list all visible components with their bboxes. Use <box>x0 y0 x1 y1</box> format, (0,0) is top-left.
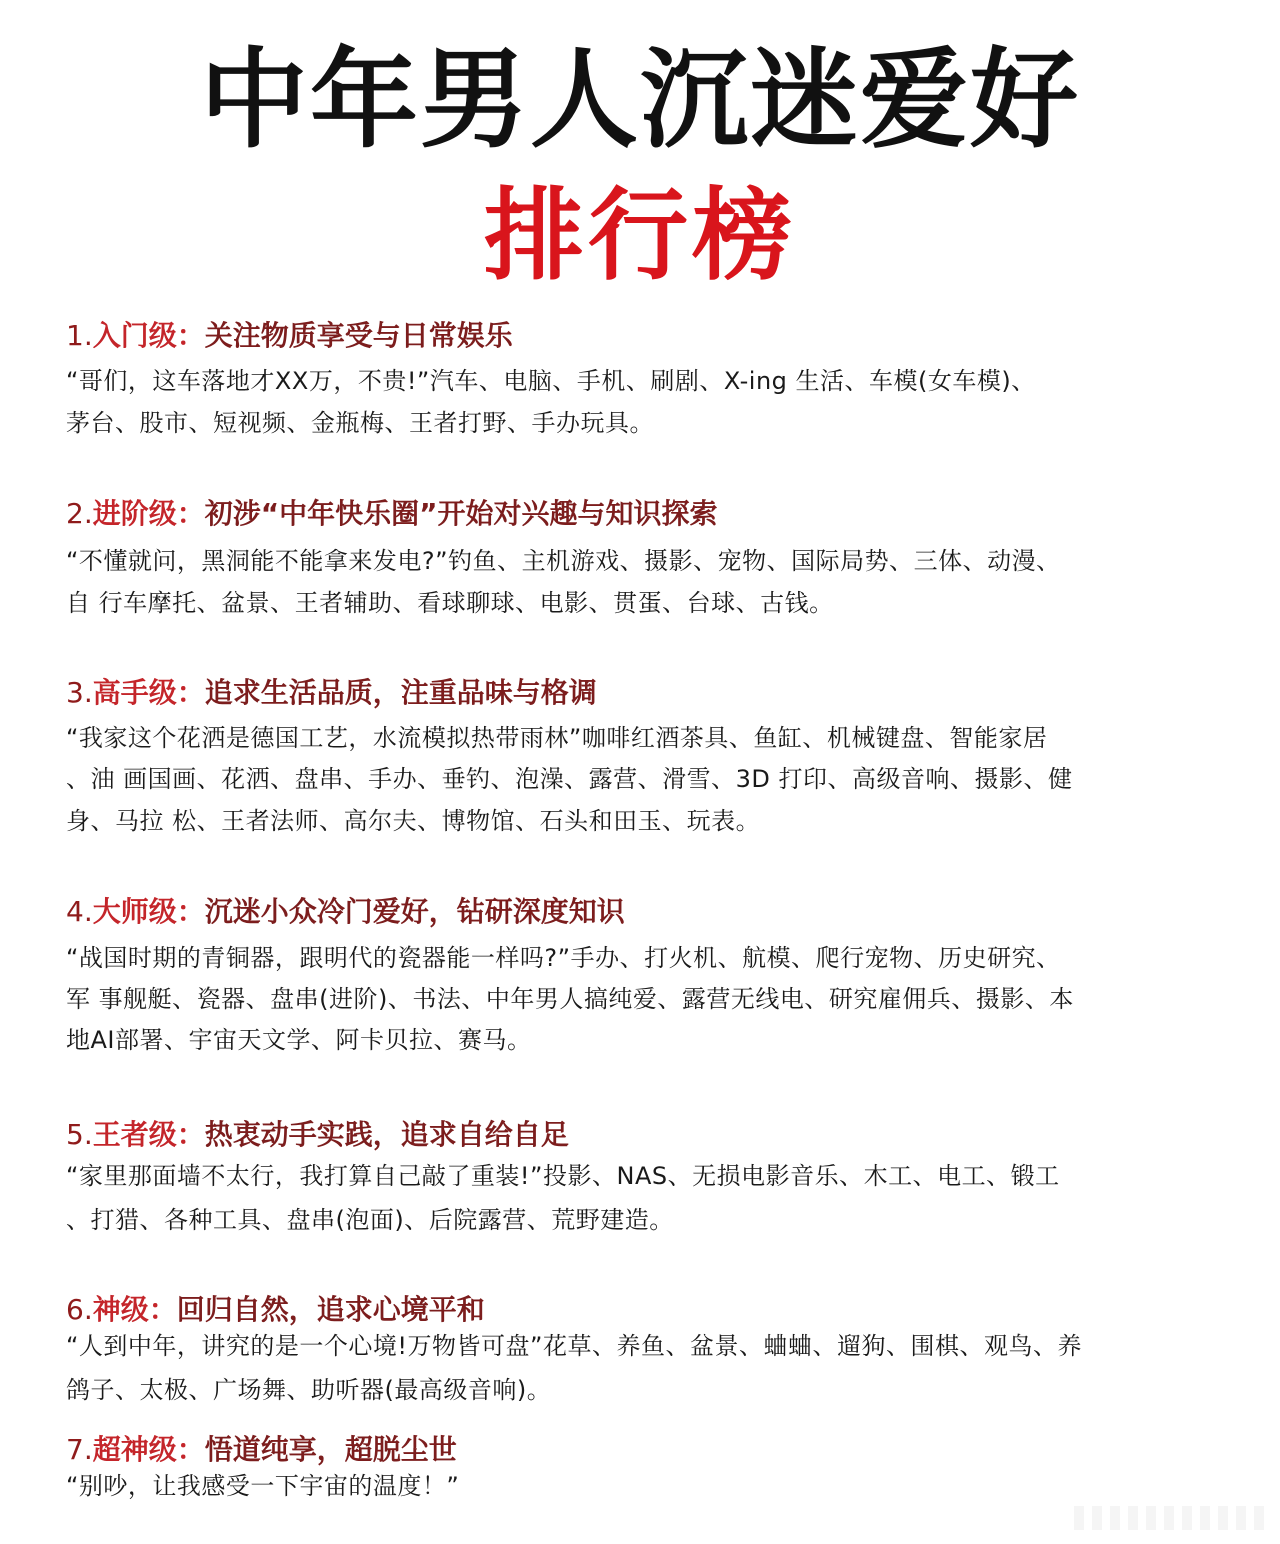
subtitle: 排行榜 <box>484 177 796 294</box>
section-level: 高手级： <box>92 676 205 709</box>
section-heading <box>66 892 1256 932</box>
section-body-line: 身、马拉 松、王者法师、高尔夫、博物馆、石头和田玉、玩表。 <box>66 807 761 835</box>
section-body-line: “别吵，让我感受一下宇宙的温度！” <box>66 1472 460 1500</box>
section-heading <box>66 494 1256 534</box>
section-number: 6. <box>66 1293 93 1326</box>
section-body-line: “我家这个花洒是德国工艺，水流模拟热带雨林”咖啡红酒茶具、鱼缸、机械键盘、智能家居 <box>66 724 1048 752</box>
section-number: 1. <box>66 319 93 352</box>
section-description: 关注物质享受与日常娱乐 <box>204 319 513 352</box>
section-number: 4. <box>66 895 93 928</box>
section-body-line: 军 事舰艇、瓷器、盘串(进阶)、书法、中年男人搞纯爱、露营无线电、研究雇佣兵、摄影、本 <box>66 985 1074 1013</box>
section-level-7 <box>66 1430 1256 1500</box>
section-heading <box>66 673 1256 713</box>
section-level-6 <box>66 1290 1256 1404</box>
section-level-1 <box>66 316 1256 437</box>
section-body-line: “战国时期的青铜器，跟明代的瓷器能一样吗?”手办、打火机、航模、爬行宠物、历史研究、 <box>66 944 1061 972</box>
section-number: 2. <box>66 497 93 530</box>
section-heading <box>66 1115 1256 1155</box>
section-level: 进阶级： <box>92 497 205 530</box>
section-level: 神级： <box>92 1293 177 1326</box>
section-body-line: “家里那面墙不太行，我打算自己敲了重装!”投影、NAS、无损电影音乐、木工、电工、锻工 <box>66 1162 1060 1190</box>
section-description: 热衷动手实践，追求自给自足 <box>204 1118 569 1151</box>
section-description: 沉迷小众冷门爱好，钻研深度知识 <box>204 895 625 928</box>
watermark <box>1074 1506 1264 1530</box>
section-level-2 <box>66 494 1256 617</box>
section-description: 追求生活品质，注重品味与格调 <box>204 676 597 709</box>
section-level: 王者级： <box>92 1118 205 1151</box>
section-heading <box>66 1290 1256 1330</box>
section-body-line: 地AI部署、宇宙天文学、阿卡贝拉、赛马。 <box>66 1026 532 1054</box>
section-body-line: 、油 画国画、花洒、盘串、手办、垂钓、泡澡、露营、滑雪、3D 打印、高级音响、摄影、健 <box>66 765 1073 793</box>
section-number: 5. <box>66 1118 93 1151</box>
section-body-line: “不懂就问，黑洞能不能拿来发电?”钓鱼、主机游戏、摄影、宠物、国际局势、三体、动漫、 <box>66 547 1061 575</box>
section-level: 入门级： <box>92 319 205 352</box>
section-body-line: 、打猎、各种工具、盘串(泡面)、后院露营、荒野建造。 <box>66 1206 674 1234</box>
main-title: 中年男人沉迷爱好 <box>199 38 1080 163</box>
section-number: 7. <box>66 1433 93 1466</box>
section-heading <box>66 316 1256 356</box>
section-number: 3. <box>66 676 93 709</box>
section-level: 超神级： <box>92 1433 205 1466</box>
section-level-3 <box>66 673 1256 835</box>
section-description: 初涉“中年快乐圈”开始对兴趣与知识探索 <box>204 497 718 530</box>
section-description: 悟道纯享，超脱尘世 <box>204 1433 457 1466</box>
section-body-line: 茅台、股市、短视频、金瓶梅、王者打野、手办玩具。 <box>66 409 654 437</box>
section-level-5 <box>66 1115 1256 1234</box>
section-body-line: 鸽子、太极、广场舞、助听器(最高级音响)。 <box>66 1376 552 1404</box>
section-heading <box>66 1430 1256 1470</box>
section-body-line: “人到中年，讲究的是一个心境!万物皆可盘”花草、养鱼、盆景、蛐蛐、遛狗、围棋、观鸟、养 <box>66 1332 1082 1360</box>
section-body-line: 自 行车摩托、盆景、王者辅助、看球聊球、电影、贯蛋、台球、古钱。 <box>66 589 834 617</box>
section-level-4 <box>66 892 1256 1054</box>
section-description: 回归自然，追求心境平和 <box>176 1293 485 1326</box>
section-level: 大师级： <box>92 895 205 928</box>
section-body-line: “哥们，这车落地才XX万，不贵!”汽车、电脑、手机、刷剧、X-ing 生活、车模(女车模)、 <box>66 367 1036 395</box>
